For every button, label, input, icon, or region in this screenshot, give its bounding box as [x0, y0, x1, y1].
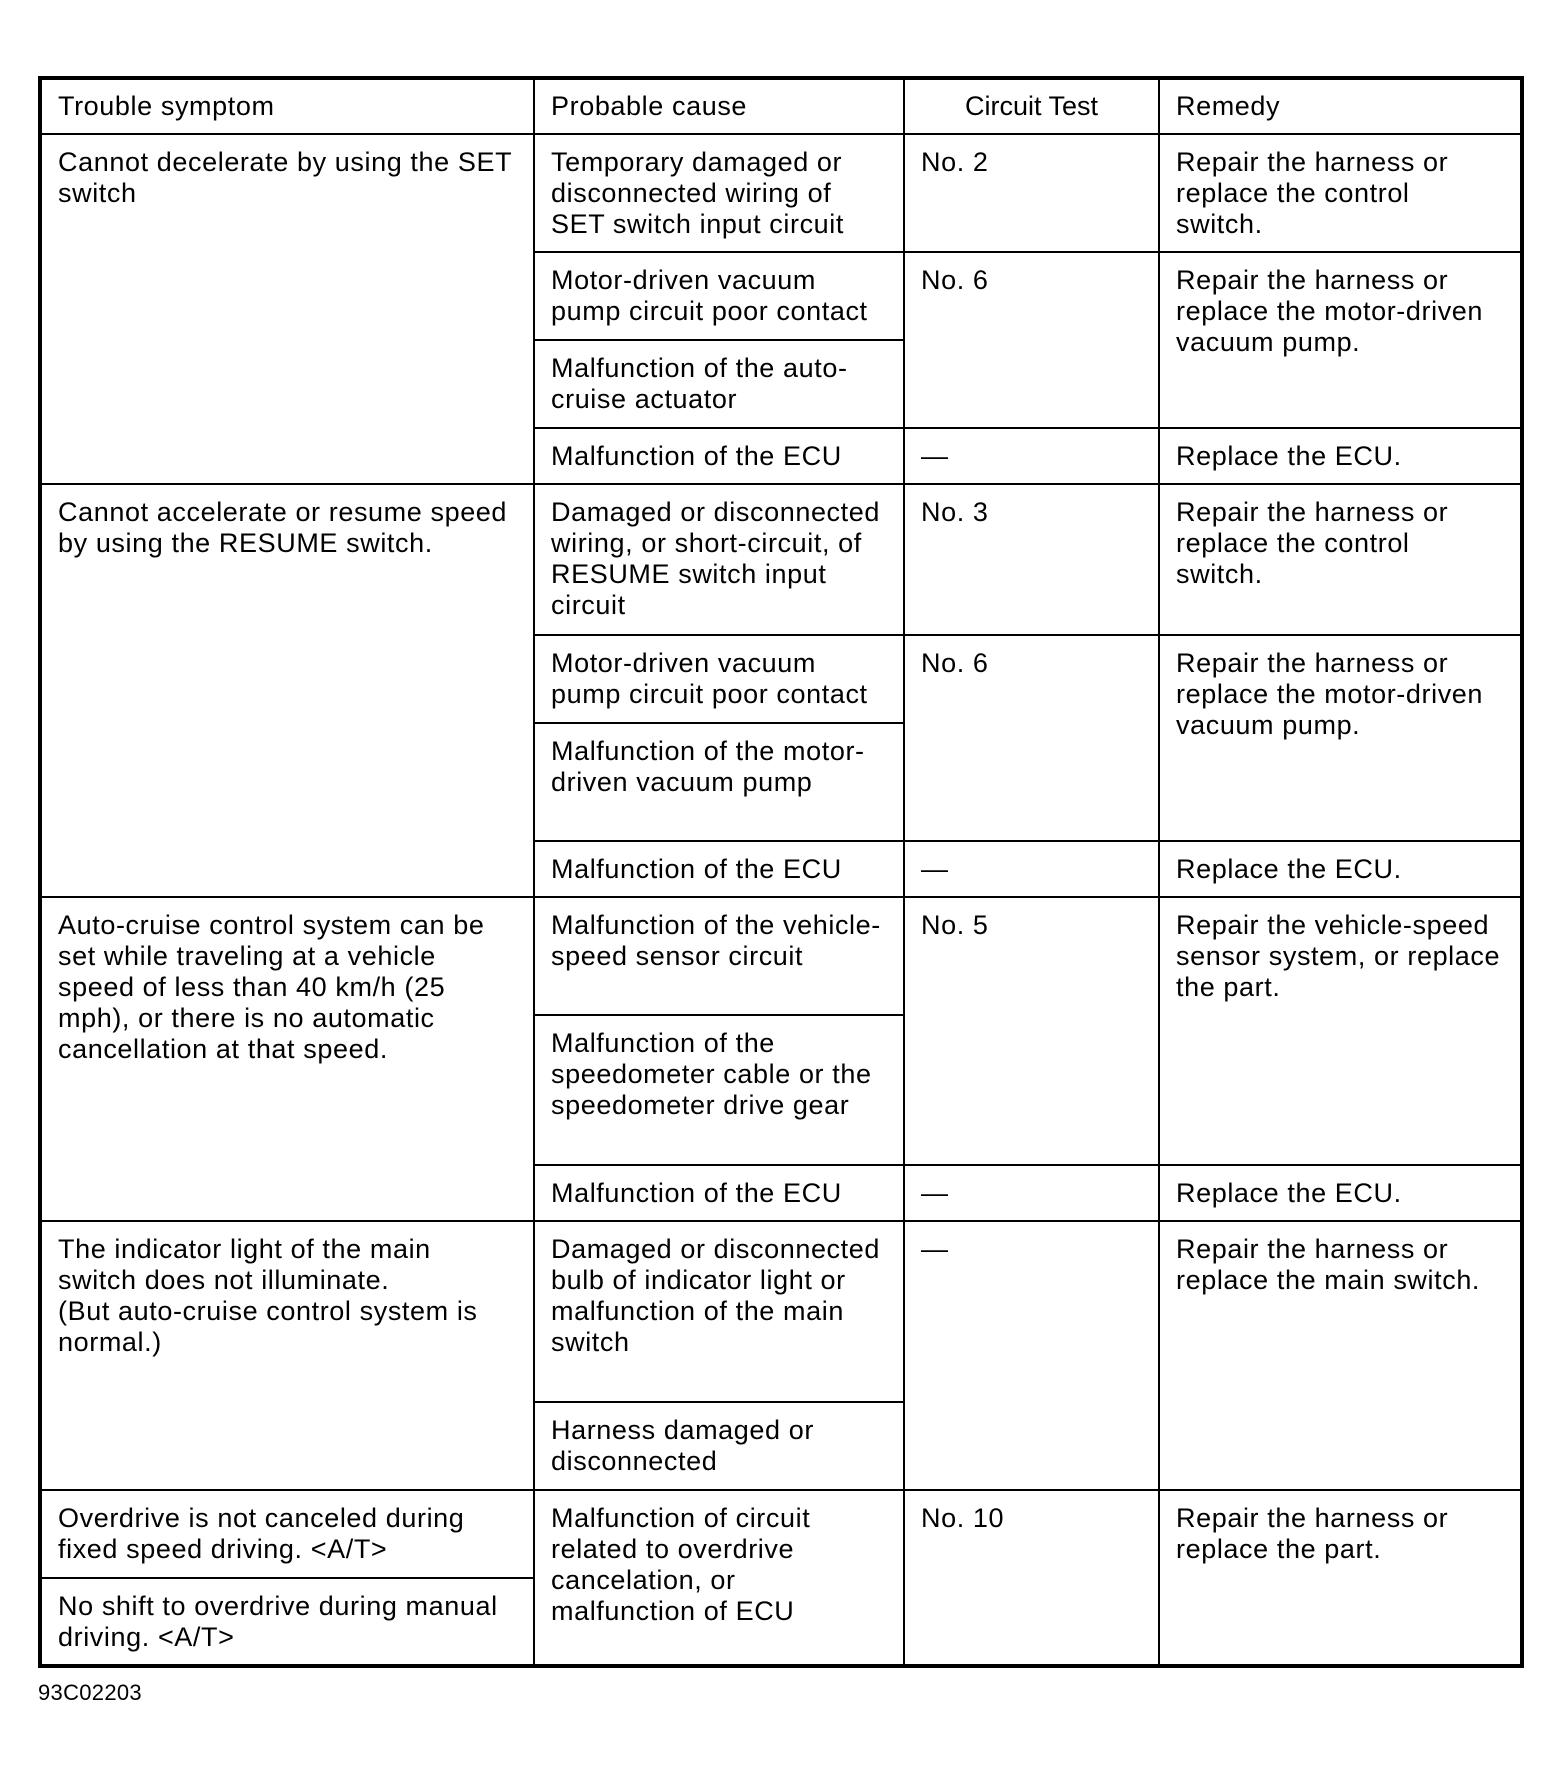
circuit-test-cell: — [904, 1165, 1159, 1221]
symptom-cell: Cannot decelerate by using the SET switch [40, 134, 534, 484]
remedy-cell: Replace the ECU. [1159, 1165, 1522, 1221]
cause-cell: Malfunction of the ECU [534, 1165, 904, 1221]
cause-cell: Motor-driven vacuum pump circuit poor contact [534, 252, 904, 340]
circuit-test-cell: No. 6 [904, 252, 1159, 428]
troubleshooting-table [38, 76, 1524, 1668]
header-row [40, 78, 1522, 134]
table-row [40, 1221, 1522, 1401]
symptom-cell: No shift to overdrive during manual driving. <A/T> [40, 1578, 534, 1666]
circuit-test-cell: — [904, 1221, 1159, 1489]
remedy-cell: Repair the harness or replace the part. [1159, 1490, 1522, 1666]
symptom-cell: Overdrive is not canceled during fixed speed driving. <A/T> [40, 1490, 534, 1578]
circuit-test-cell: No. 5 [904, 897, 1159, 1165]
table-row [40, 134, 1522, 252]
symptom-cell: Cannot accelerate or resume speed by using the RESUME switch. [40, 484, 534, 897]
symptom-note: (But auto-cruise control system is normal.) [58, 1296, 478, 1358]
symptom-cell [40, 1221, 534, 1489]
circuit-test-cell: No. 3 [904, 484, 1159, 634]
cause-cell: Malfunction of the ECU [534, 428, 904, 484]
table-row [40, 897, 1522, 1015]
circuit-test-cell: No. 2 [904, 134, 1159, 252]
cause-cell: Motor-driven vacuum pump circuit poor contact [534, 635, 904, 723]
table-row [40, 1490, 1522, 1578]
header-probable-cause: Probable cause [534, 78, 904, 134]
circuit-test-cell: — [904, 841, 1159, 897]
figure-code: 93C02203 [38, 1680, 142, 1705]
table-row [40, 484, 1522, 634]
circuit-test-cell: No. 10 [904, 1490, 1159, 1666]
cause-cell: Malfunction of the speedometer cable or the speedometer drive gear [534, 1015, 904, 1165]
remedy-cell: Repair the harness or replace the control switch. [1159, 484, 1522, 634]
remedy-cell: Repair the harness or replace the motor-driven vacuum pump. [1159, 635, 1522, 841]
remedy-cell: Replace the ECU. [1159, 428, 1522, 484]
symptom-cell: Auto-cruise control system can be set while traveling at a vehicle speed of less than 40 km/h (25 mph), or there is no automatic cancellation at that speed. [40, 897, 534, 1221]
circuit-test-cell: — [904, 428, 1159, 484]
cause-cell: Malfunction of circuit related to overdrive cancelation, or malfunction of ECU [534, 1490, 904, 1666]
symptom-text: The indicator light of the main switch does not illuminate. [58, 1234, 431, 1296]
cause-cell: Malfunction of the vehicle-speed sensor circuit [534, 897, 904, 1015]
header-circuit-test: Circuit Test [904, 78, 1159, 134]
cause-cell: Malfunction of the motor-driven vacuum pump [534, 723, 904, 841]
remedy-cell: Replace the ECU. [1159, 841, 1522, 897]
cause-cell: Malfunction of the auto-cruise actuator [534, 340, 904, 428]
cause-cell: Temporary damaged or disconnected wiring of SET switch input circuit [534, 134, 904, 252]
header-trouble-symptom: Trouble symptom [40, 78, 534, 134]
header-remedy: Remedy [1159, 78, 1522, 134]
remedy-cell: Repair the harness or replace the motor-driven vacuum pump. [1159, 252, 1522, 428]
remedy-cell: Repair the harness or replace the control switch. [1159, 134, 1522, 252]
circuit-test-cell: No. 6 [904, 635, 1159, 841]
cause-cell: Malfunction of the ECU [534, 841, 904, 897]
cause-cell: Damaged or disconnected bulb of indicator light or malfunction of the main switch [534, 1221, 904, 1401]
cause-cell: Damaged or disconnected wiring, or short-circuit, of RESUME switch input circuit [534, 484, 904, 634]
remedy-cell: Repair the vehicle-speed sensor system, or replace the part. [1159, 897, 1522, 1165]
cause-cell: Harness damaged or disconnected [534, 1402, 904, 1490]
remedy-cell: Repair the harness or replace the main switch. [1159, 1221, 1522, 1489]
